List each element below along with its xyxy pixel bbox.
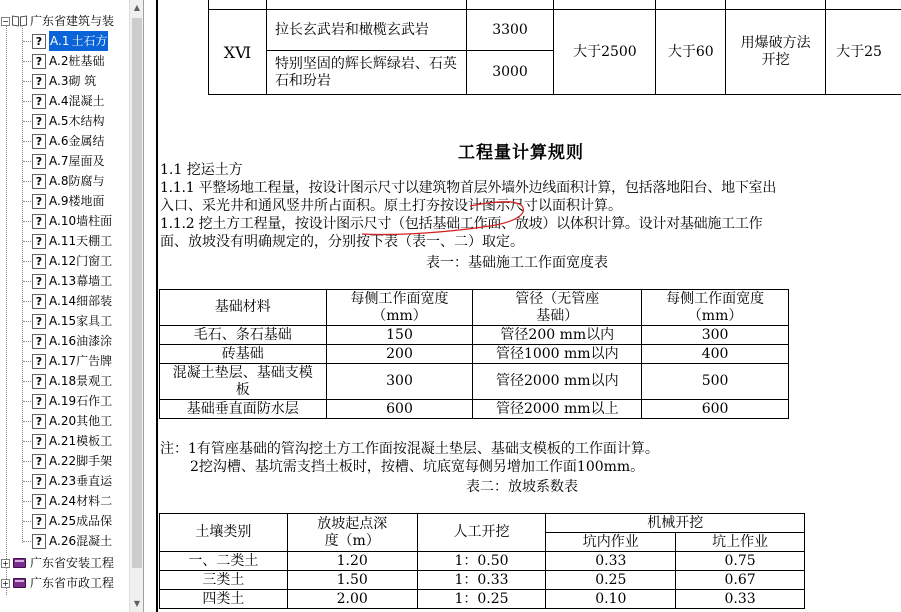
tree-topic-title: 木结构 xyxy=(68,114,105,128)
help-page-icon: ? xyxy=(32,434,46,449)
help-page-icon: ? xyxy=(32,214,46,229)
paragraph-line: 1.1.1 平整场地工程量，按设计图示尺寸以建筑物首层外墙外边线面积计算，包括落地阳台、地下室出 xyxy=(160,180,777,196)
table-cell: 300 xyxy=(642,326,789,345)
tree-topic-label: A.24 xyxy=(49,494,77,508)
collapse-icon[interactable]: − xyxy=(2,16,9,26)
table-cell: 0.25 xyxy=(546,571,676,590)
tree-topic-label: A.1 xyxy=(49,31,70,51)
tree-topic-title: 天棚工 xyxy=(76,234,113,248)
tree-topic-item[interactable] xyxy=(32,171,104,191)
tree-topic-label: A.25 xyxy=(49,514,77,528)
tree-topic-item[interactable] xyxy=(32,271,112,291)
table-header: 土壤类别 xyxy=(160,514,288,552)
table-header: 放坡起点深度（m） xyxy=(287,514,417,552)
tree-topic-title: 砌 筑 xyxy=(68,74,97,88)
tree-topic-label: A.4 xyxy=(49,94,69,108)
tree-guide-line xyxy=(23,181,31,182)
tree-topic-item[interactable] xyxy=(32,451,112,471)
tree-topic-item[interactable] xyxy=(32,511,112,531)
tree-topic-label: A.14 xyxy=(49,294,77,308)
table-header: 人工开挖 xyxy=(417,514,546,552)
expand-icon[interactable]: + xyxy=(2,578,9,588)
work-face-width-table xyxy=(159,289,789,419)
tree-guide-line xyxy=(23,281,31,282)
table-cell: 砖基础 xyxy=(160,345,327,364)
tree-topic-label: A.5 xyxy=(49,114,69,128)
tree-topic-item[interactable] xyxy=(32,351,112,371)
rock-strength: 大于2500 xyxy=(554,10,656,95)
tree-topic-label: A.3 xyxy=(49,74,69,88)
help-page-icon: ? xyxy=(32,334,46,349)
tree-guide-line xyxy=(23,81,31,82)
help-page-icon: ? xyxy=(32,474,46,489)
document-title: 工程量计算规则 xyxy=(458,143,584,163)
table-cell: 1.50 xyxy=(287,571,417,590)
document-pane[interactable] xyxy=(150,0,901,612)
help-page-icon: ? xyxy=(32,534,46,549)
tree-topic-item[interactable] xyxy=(32,531,112,551)
tree-guide-line xyxy=(23,501,31,502)
tree-topic-title: 屋面及 xyxy=(68,154,105,168)
paragraph-line: 入口、采光井和通风竖井所占面积。原土打夯按设计图示尺寸以面积计算。 xyxy=(160,198,622,214)
table-cell: 2.00 xyxy=(287,590,417,609)
tree-topic-item[interactable] xyxy=(32,151,104,171)
tree-sibling-node[interactable] xyxy=(1,553,114,573)
scrollbar-thumb[interactable] xyxy=(132,18,142,568)
tree-topic-title: 其他工 xyxy=(76,414,113,428)
tree-topic-title: 门窗工 xyxy=(76,254,113,268)
help-page-icon: ? xyxy=(32,314,46,329)
rock-name-b: 特别坚固的辉长辉绿岩、石英石和玢岩 xyxy=(266,51,466,95)
table-cell: 0.75 xyxy=(676,552,805,571)
tree-vertical-scrollbar[interactable] xyxy=(129,0,144,612)
help-page-icon: ? xyxy=(32,414,46,429)
table-cell: 150 xyxy=(326,326,473,345)
rock-class-table xyxy=(208,0,901,95)
table-cell xyxy=(726,0,826,10)
tree-topic-title: 石作工 xyxy=(76,394,113,408)
help-page-icon: ? xyxy=(32,34,46,49)
help-page-icon: ? xyxy=(32,274,46,289)
table-subheader: 坑内作业 xyxy=(546,533,676,552)
tree-topic-title: 景观工 xyxy=(76,374,113,388)
tree-topic-title: 脚手架 xyxy=(76,454,113,468)
excavation-method: 用爆破方法开挖 xyxy=(726,10,826,95)
table-header: 机械开挖 xyxy=(546,514,805,533)
table-cell: 管径2000 mm以上 xyxy=(473,400,642,419)
section-heading: 1.1 挖运土方 xyxy=(160,162,243,178)
slope-coefficient-table xyxy=(159,513,805,609)
rock-name-a: 拉长玄武岩和橄榄玄武岩 xyxy=(266,10,466,51)
tree-topic-item[interactable] xyxy=(32,471,112,491)
table-cell: 0.33 xyxy=(546,552,676,571)
tree-topic-title: 成品保 xyxy=(76,514,113,528)
table-cell: 300 xyxy=(326,364,473,400)
table-cell: 管径200 mm以内 xyxy=(473,326,642,345)
help-page-icon: ? xyxy=(32,154,46,169)
table-cell: 毛石、条石基础 xyxy=(160,326,327,345)
tree-topic-item[interactable] xyxy=(32,311,112,331)
scroll-down-icon[interactable]: ▼ xyxy=(133,599,141,608)
tree-topic-title: 桩基础 xyxy=(68,54,105,68)
table1-caption: 表一：基础施工工作面宽度表 xyxy=(426,255,608,271)
note-line: 注：1有管座基础的管沟挖土方工作面按混凝土垫层、基础支模板的工作面计算。 xyxy=(160,441,659,457)
help-page-icon: ? xyxy=(32,134,46,149)
tree-guide-line xyxy=(23,121,31,122)
tree-topic-label: A.9 xyxy=(49,194,69,208)
tree-sibling-node[interactable] xyxy=(1,573,114,593)
help-page-icon: ? xyxy=(32,374,46,389)
tree-guide-line xyxy=(23,321,31,322)
tree-topic-label: A.6 xyxy=(49,134,69,148)
help-page-icon: ? xyxy=(32,354,46,369)
tree-sibling-label: 广东省安装工程 xyxy=(30,556,115,570)
help-page-icon: ? xyxy=(32,514,46,529)
tree-guide-line xyxy=(23,361,31,362)
table-cell: 1：0.25 xyxy=(417,590,546,609)
table-cell xyxy=(209,0,267,10)
tree-topic-item[interactable] xyxy=(32,391,112,411)
pane-border xyxy=(156,0,158,612)
open-book-icon xyxy=(12,14,28,28)
help-page-icon: ? xyxy=(32,54,46,69)
help-page-icon: ? xyxy=(32,174,46,189)
table-cell: 0.10 xyxy=(546,590,676,609)
table-cell xyxy=(656,0,726,10)
tree-topic-item[interactable] xyxy=(32,191,104,211)
tree-topic-label: A.8 xyxy=(49,174,69,188)
tree-topic-item[interactable] xyxy=(32,51,104,71)
tree-guide-line xyxy=(6,20,7,595)
help-page-icon: ? xyxy=(32,454,46,469)
rock-class-number: ⅩⅥ xyxy=(209,10,267,95)
table-cell xyxy=(554,0,656,10)
tree-topic-label: A.11 xyxy=(49,234,77,248)
tree-topic-title: 垂直运 xyxy=(76,474,113,488)
tree-guide-line xyxy=(23,101,31,102)
rock-value-b: 3000 xyxy=(466,51,554,95)
help-page-icon: ? xyxy=(32,194,46,209)
tree-guide-line xyxy=(23,261,31,262)
tree-guide-line xyxy=(23,381,31,382)
tree-guide-line xyxy=(23,401,31,402)
table-cell: 三类土 xyxy=(160,571,288,590)
table-cell xyxy=(266,0,466,10)
table-header: 每侧工作面宽度（mm） xyxy=(326,290,473,326)
table-cell: 600 xyxy=(642,400,789,419)
tree-topic-label: A.15 xyxy=(49,314,77,328)
tree-topic-item[interactable] xyxy=(32,211,112,231)
table-cell xyxy=(466,0,554,10)
tree-guide-line xyxy=(23,441,31,442)
table-header: 每侧工作面宽度（mm） xyxy=(642,290,789,326)
book-icon xyxy=(12,556,28,570)
tree-topic-item[interactable] xyxy=(32,411,112,431)
tree-topic-label: A.2 xyxy=(49,54,69,68)
tree-topic-item[interactable] xyxy=(32,431,112,451)
table-cell: 200 xyxy=(326,345,473,364)
tree-topic-title: 广告牌 xyxy=(76,354,113,368)
tree-topic-title: 模板工 xyxy=(76,434,113,448)
tree-topic-title: 楼地面 xyxy=(68,194,105,208)
tree-topic-item[interactable] xyxy=(32,131,104,151)
paragraph-line: 面、放坡没有明确规定的，分别按下表（表一、二）取定。 xyxy=(160,234,524,250)
rock-value-a: 3300 xyxy=(466,10,554,51)
tree-guide-line xyxy=(23,41,31,42)
rock-coefficient: 大于25 xyxy=(826,10,901,95)
tree-topic-item[interactable] xyxy=(32,111,104,131)
tree-topic-title: 细部装 xyxy=(76,294,113,308)
table-cell: 一、二类土 xyxy=(160,552,288,571)
tree-guide-line xyxy=(22,28,23,543)
tree-guide-line xyxy=(23,481,31,482)
table-cell: 0.33 xyxy=(676,590,805,609)
tree-guide-line xyxy=(23,341,31,342)
table-cell: 1.20 xyxy=(287,552,417,571)
tree-guide-line xyxy=(23,221,31,222)
tree-topic-title: 油漆涂 xyxy=(76,334,113,348)
tree-topic-title: 幕墙工 xyxy=(76,274,113,288)
tree-guide-line xyxy=(23,521,31,522)
tree-topic-title: 防腐与 xyxy=(68,174,105,188)
topic-tree[interactable] xyxy=(0,0,144,612)
tree-topic-title: 金属结 xyxy=(68,134,105,148)
help-page-icon: ? xyxy=(32,294,46,309)
tree-topic-item[interactable] xyxy=(32,31,108,51)
table-cell: 四类土 xyxy=(160,590,288,609)
expand-icon[interactable]: + xyxy=(2,558,9,568)
help-page-icon: ? xyxy=(32,94,46,109)
scroll-up-icon[interactable]: ▲ xyxy=(133,3,141,12)
table-cell xyxy=(826,0,901,10)
tree-topic-label: A.16 xyxy=(49,334,77,348)
tree-topic-title: 墙柱面 xyxy=(76,214,113,228)
table2-caption: 表二：放坡系数表 xyxy=(466,479,578,495)
tree-topic-label: A.21 xyxy=(49,434,77,448)
tree-guide-line xyxy=(23,141,31,142)
table-cell: 混凝土垫层、基础支模板 xyxy=(160,364,327,400)
tree-topic-label: A.7 xyxy=(49,154,69,168)
tree-guide-line xyxy=(23,421,31,422)
tree-topic-label: A.13 xyxy=(49,274,77,288)
rock-depth: 大于60 xyxy=(656,10,726,95)
tree-topic-title: 土石方 xyxy=(70,31,108,51)
tree-guide-line xyxy=(23,61,31,62)
tree-topic-label: A.12 xyxy=(49,254,77,268)
tree-topic-label: A.19 xyxy=(49,394,77,408)
help-page-icon: ? xyxy=(32,394,46,409)
tree-guide-line xyxy=(23,301,31,302)
tree-guide-line xyxy=(23,541,31,542)
tree-guide-line xyxy=(23,241,31,242)
tree-topic-item[interactable] xyxy=(32,251,112,271)
table-cell: 500 xyxy=(642,364,789,400)
help-page-icon: ? xyxy=(32,114,46,129)
table-cell: 管径2000 mm以内 xyxy=(473,364,642,400)
help-page-icon: ? xyxy=(32,234,46,249)
tree-topic-item[interactable] xyxy=(32,91,104,111)
table-cell: 1：0.50 xyxy=(417,552,546,571)
tree-topic-title: 家具工 xyxy=(76,314,113,328)
tree-root-node[interactable] xyxy=(1,11,114,31)
tree-topic-item[interactable] xyxy=(32,371,112,391)
table-cell: 管径1000 mm以内 xyxy=(473,345,642,364)
tree-topic-item[interactable] xyxy=(32,291,112,311)
note-line: 2挖沟槽、基坑需支挡土板时，按槽、坑底宽每侧另增加工作面100mm。 xyxy=(190,459,645,475)
paragraph-line: 1.1.2 挖土方工程量，按设计图示尺寸（包括基础工作面、放坡）以体积计算。设计对基础施工工作 xyxy=(160,216,763,232)
tree-topic-item[interactable] xyxy=(32,231,112,251)
help-page-icon: ? xyxy=(32,494,46,509)
tree-topic-label: A.26 xyxy=(49,534,77,548)
tree-topic-item[interactable] xyxy=(32,331,112,351)
table-cell: 基础垂直面防水层 xyxy=(160,400,327,419)
tree-sibling-label: 广东省市政工程 xyxy=(30,576,115,590)
tree-guide-line xyxy=(23,201,31,202)
table-subheader: 坑上作业 xyxy=(676,533,805,552)
table-cell: 1：0.33 xyxy=(417,571,546,590)
tree-root-label: 广东省建筑与装 xyxy=(30,14,115,28)
tree-topic-label: A.23 xyxy=(49,474,77,488)
tree-topic-item[interactable] xyxy=(32,491,112,511)
tree-topic-label: A.22 xyxy=(49,454,77,468)
table-header: 基础材料 xyxy=(160,290,327,326)
table-header: 管径（无管座基础） xyxy=(473,290,642,326)
tree-topic-label: A.18 xyxy=(49,374,77,388)
table-cell: 600 xyxy=(326,400,473,419)
table-cell: 400 xyxy=(642,345,789,364)
tree-topic-item[interactable] xyxy=(32,71,96,91)
help-page-icon: ? xyxy=(32,74,46,89)
help-page-icon: ? xyxy=(32,254,46,269)
tree-guide-line xyxy=(23,161,31,162)
book-icon xyxy=(12,576,28,590)
tree-topic-title: 混凝土 xyxy=(68,94,105,108)
tree-topic-label: A.10 xyxy=(49,214,77,228)
red-annotation-stroke xyxy=(360,196,530,240)
tree-guide-line xyxy=(23,461,31,462)
table-cell: 0.67 xyxy=(676,571,805,590)
tree-topic-label: A.20 xyxy=(49,414,77,428)
tree-topic-title: 材料二 xyxy=(76,494,113,508)
tree-topic-title: 混凝土 xyxy=(76,534,113,548)
tree-topic-label: A.17 xyxy=(49,354,77,368)
